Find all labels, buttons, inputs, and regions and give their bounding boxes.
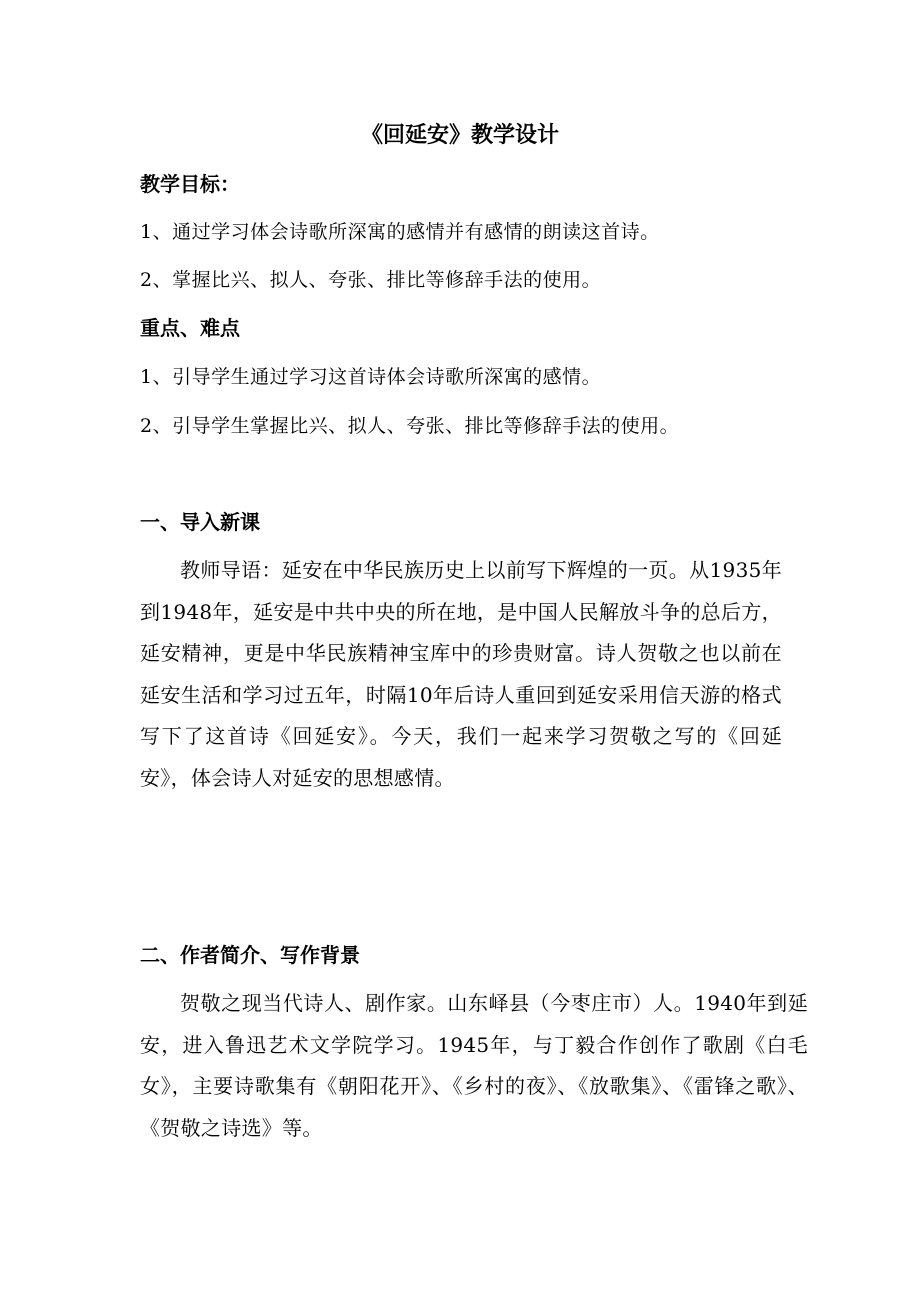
section2-paragraph: 贺敬之现当代诗人、剧作家。山东峄县（今枣庄市）人。1940年到延安，进入鲁迅艺术文学院学习。1945年，与丁毅合作创作了歌剧《白毛女》，主要诗歌集有《朝阳花开》、《乡村的夜》、《放歌集》、《雷锋之歌》、《贺敬之诗选》等。	[140, 991, 808, 1140]
section1-heading: 一、导入新课	[140, 510, 260, 534]
document-title: 《回延安》教学设计	[360, 123, 559, 148]
objective-item-1: 1、通过学习体会诗歌所深寓的感情并有感情的朗读这首诗。	[140, 221, 660, 243]
objectives-heading: 教学目标：	[140, 172, 240, 196]
objective-item-2: 2、掌握比兴、拟人、夸张、排比等修辞手法的使用。	[140, 269, 602, 291]
section1-paragraph: 教师导语：延安在中华民族历史上以前写下辉煌的一页。从1935年到1948年，延安是中共中央的所在地，是中国人民解放斗争的总后方，延安精神，更是中华民族精神宝库中的珍贵财富。诗人贺敬之也以前在延安生活和学习过五年，时隔10年后诗人重回到延安采用信天游的格式写下了这首诗《回延安》。今天，我们一起来学习贺敬之写的《回延安》，体会诗人对延安的思想感情。	[140, 558, 782, 790]
section2-heading: 二、作者简介、写作背景	[140, 943, 360, 967]
key-point-item-2: 2、引导学生掌握比兴、拟人、夸张、排比等修辞手法的使用。	[140, 415, 680, 437]
key-points-heading: 重点、难点	[140, 316, 240, 340]
key-point-item-1: 1、引导学生通过学习这首诗体会诗歌所深寓的感情。	[140, 366, 602, 388]
